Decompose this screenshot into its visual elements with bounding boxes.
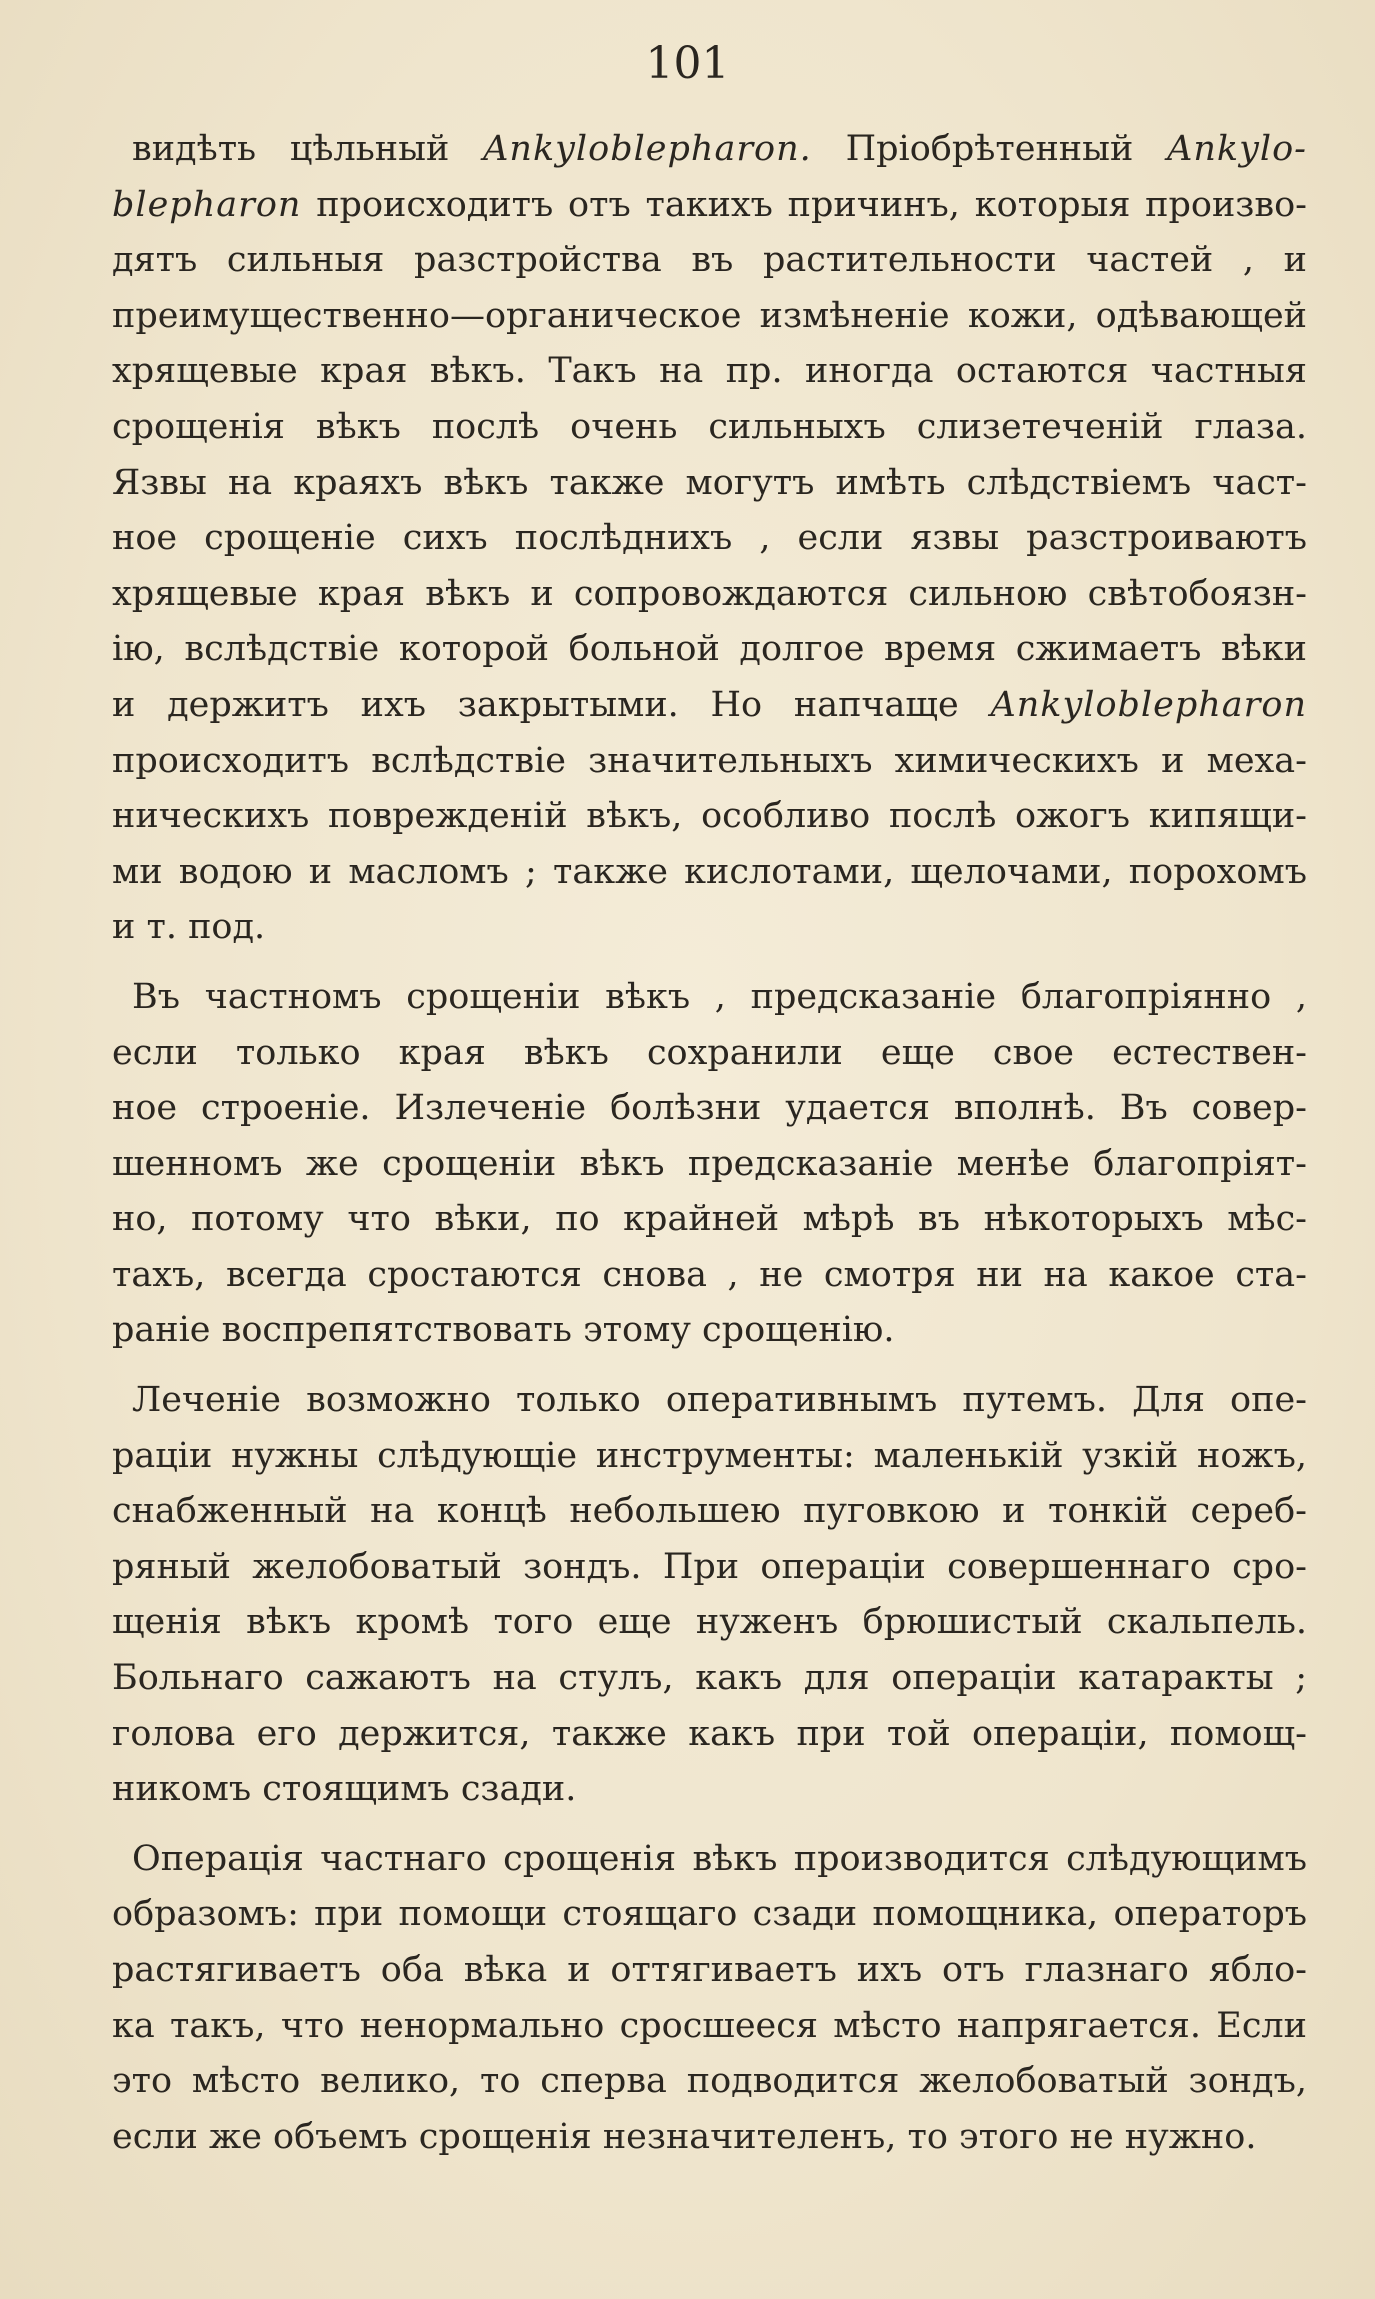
text-segment: ное строеніе. Излеченіе болѣзни удается вполнѣ. Въ совер- (112, 1088, 1307, 1129)
text-segment: Язвы на краяхъ вѣкъ также могутъ имѣть слѣдствіемъ част- (112, 462, 1307, 503)
text-line (112, 1762, 1307, 1818)
text-line (112, 1943, 1307, 1999)
page-number: 101 (645, 38, 730, 89)
text-segment: если только края вѣкъ сохранили еще свое естествен- (112, 1032, 1307, 1073)
text-line (112, 1429, 1307, 1485)
text-segment: снабженный на концѣ небольшею пуговкою и тонкій сереб- (112, 1491, 1307, 1532)
latin-term: Ankyloblepharon (990, 684, 1307, 725)
text-segment: и держитъ ихъ закрытыми. Но напчаще (112, 684, 991, 725)
text-segment: происходитъ вслѣдствіе значительныхъ химическихъ и меха- (112, 740, 1307, 781)
text-line (112, 1999, 1307, 2055)
text-line (112, 1373, 1307, 1429)
text-line (112, 970, 1307, 1026)
text-line (112, 344, 1307, 400)
text-segment: хрящевые края вѣкъ и сопровождаются сильною свѣтобоязн- (112, 573, 1307, 614)
text-segment: если же объемъ срощенія незначителенъ, то этого не нужно. (112, 2116, 1257, 2157)
text-segment: срощенія вѣкъ послѣ очень сильныхъ слизетеченій глаза. (112, 406, 1307, 447)
text-line (112, 456, 1307, 512)
text-segment: Операція частнаго срощенія вѣкъ производится слѣдующимъ (132, 1838, 1307, 1879)
text-line (112, 1707, 1307, 1763)
text-line (112, 1540, 1307, 1596)
text-segment: преимущественно—органическое измѣненіе кожи, одѣвающей (112, 295, 1307, 336)
text-line (112, 1484, 1307, 1540)
text-segment: щенія вѣкъ кромѣ того еще нуженъ брюшистый скальпель. (112, 1602, 1307, 1643)
text-line (112, 1887, 1307, 1943)
text-line (112, 900, 1307, 956)
text-segment: Леченіе возможно только оперативнымъ путемъ. Для опе- (132, 1380, 1307, 1421)
text-segment: тахъ, всегда сростаются снова , не смотря ни на какое ста- (112, 1254, 1307, 1295)
text-segment: образомъ: при помощи стоящаго сзади помощника, операторъ (112, 1894, 1307, 1935)
text-line (112, 1081, 1307, 1137)
text-segment: ію, вслѣдствіе которой больной долгое время сжимаетъ вѣки (112, 629, 1307, 670)
text-segment: ми водою и масломъ ; также кислотами, щелочами, порохомъ (112, 851, 1307, 892)
text-segment: ническихъ поврежденій вѣкъ, особливо послѣ ожогъ кипящи- (112, 796, 1307, 837)
text-segment: шенномъ же срощеніи вѣкъ предсказаніе менѣе благопріят- (112, 1143, 1307, 1184)
text-line (112, 1137, 1307, 1193)
latin-term: Ankylo- (1167, 129, 1307, 169)
text-line (112, 567, 1307, 623)
text-line (112, 122, 1307, 178)
text-segment: ряный желобоватый зондъ. При операціи совершеннаго сро- (112, 1546, 1307, 1587)
text-line (112, 845, 1307, 901)
text-segment: растягиваетъ оба вѣка и оттягиваетъ ихъ отъ глазнаго ябло- (112, 1950, 1307, 1990)
text-line (112, 678, 1307, 734)
text-segment: Больнаго сажаютъ на стулъ, какъ для операціи катаракты ; (112, 1658, 1307, 1699)
text-segment: никомъ стоящимъ сзади. (112, 1769, 577, 1810)
text-line (112, 2110, 1307, 2166)
text-segment: голова его держится, также какъ при той операціи, помощ- (112, 1713, 1307, 1754)
text-line (112, 622, 1307, 678)
text-segment: ка такъ, что ненормально сросшееся мѣсто напрягается. Если (112, 2005, 1307, 2046)
text-segment: Пріобрѣтенный (811, 129, 1168, 169)
text-segment: и т. под. (112, 907, 266, 948)
text-line (112, 734, 1307, 790)
text-line (112, 289, 1307, 345)
text-line (112, 2054, 1307, 2110)
text-line (112, 233, 1307, 289)
text-line (112, 1248, 1307, 1304)
text-segment: видѣть цѣльный (132, 129, 484, 169)
text-line (112, 1192, 1307, 1248)
text-segment: происходитъ отъ такихъ причинъ, которыя произво- (301, 184, 1307, 225)
text-line (112, 178, 1307, 234)
text-line (112, 1595, 1307, 1651)
text-line (112, 789, 1307, 845)
text-segment: дятъ сильныя разстройства въ растительности частей , и (112, 240, 1307, 281)
text-segment: хрящевые края вѣкъ. Такъ на пр. иногда остаются частныя (112, 351, 1307, 392)
text-segment: раціи нужны слѣдующіе инструменты: маленькій узкій ножъ, (112, 1435, 1307, 1476)
text-segment: раніе воспрепятствовать этому срощенію. (112, 1310, 895, 1351)
text-line (112, 1651, 1307, 1707)
text-line (112, 511, 1307, 567)
text-line (112, 1303, 1307, 1359)
text-line (112, 400, 1307, 456)
body-text (112, 122, 1307, 2165)
text-segment: Въ частномъ срощеніи вѣкъ , предсказаніе благопріянно , (132, 976, 1307, 1017)
text-segment: это мѣсто велико, то сперва подводится желобоватый зондъ, (112, 2061, 1307, 2102)
text-segment: ное срощеніе сихъ послѣднихъ , если язвы разстроиваютъ (112, 518, 1307, 559)
text-line (112, 1832, 1307, 1888)
text-line (112, 1026, 1307, 1082)
latin-term: Ankyloblepharon. (483, 129, 812, 169)
latin-term: blepharon (112, 184, 302, 225)
text-segment: но, потому что вѣки, по крайней мѣрѣ въ нѣкоторыхъ мѣс- (112, 1199, 1307, 1240)
